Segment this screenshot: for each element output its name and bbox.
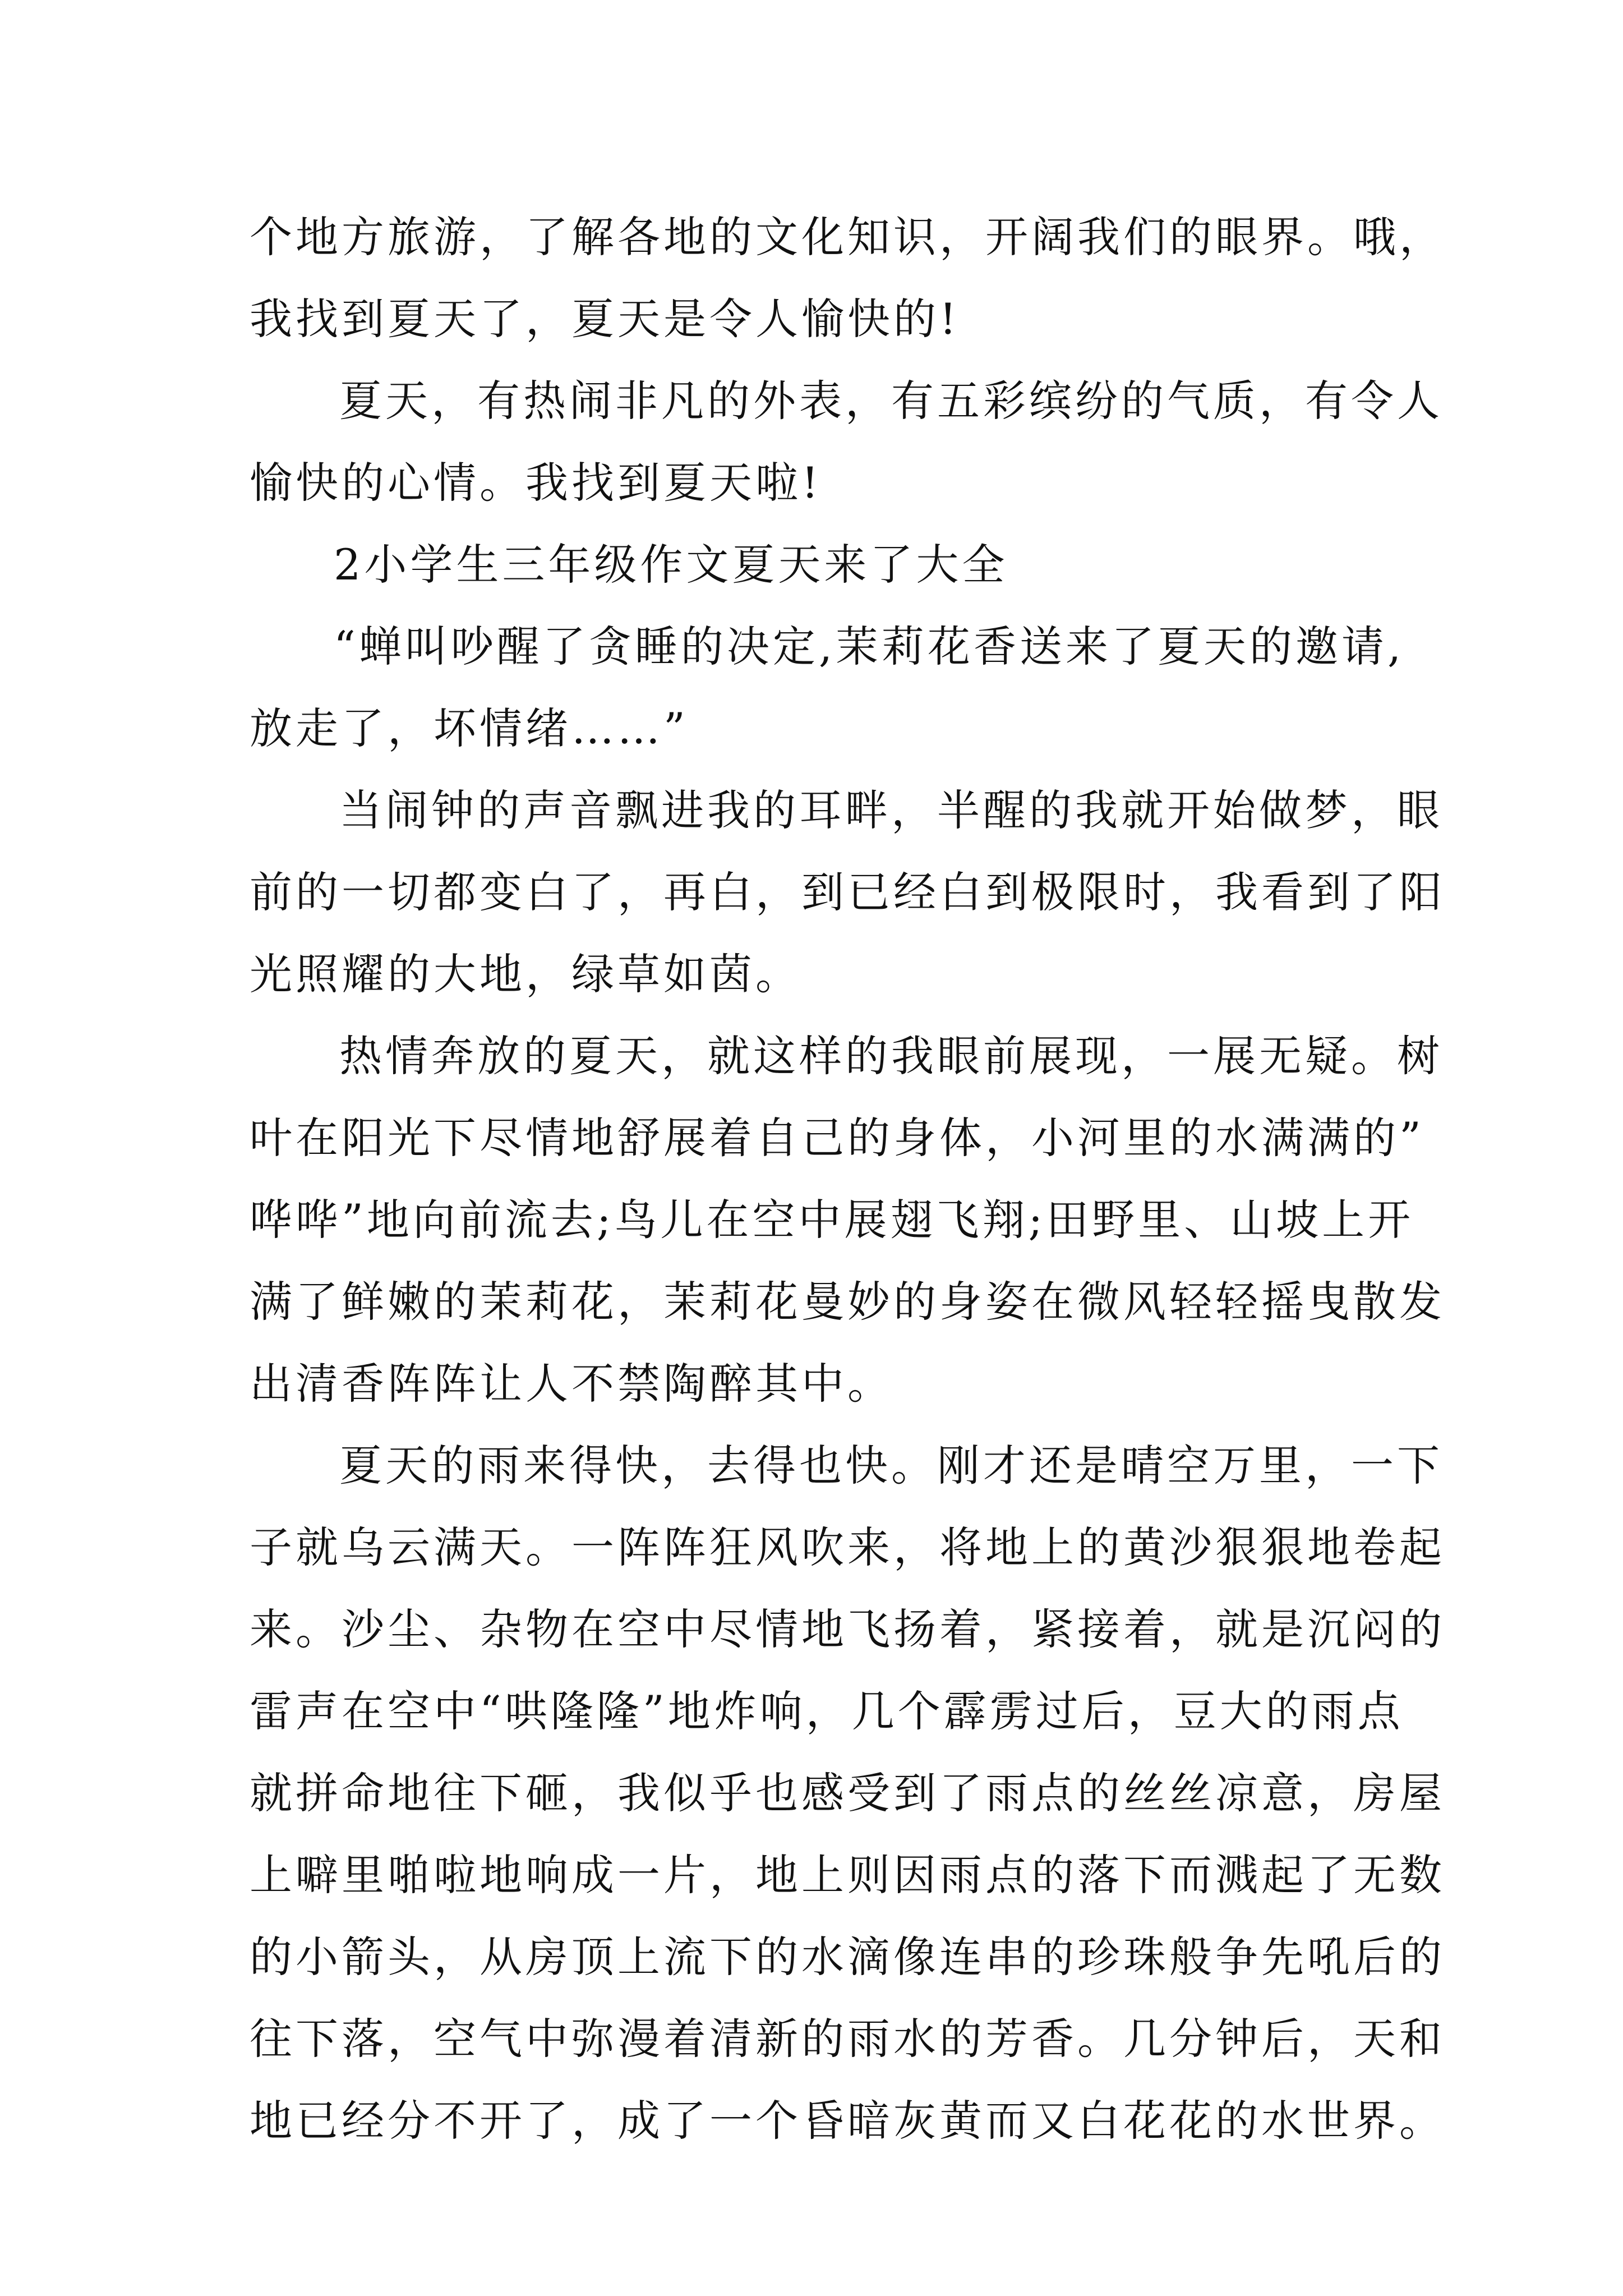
text-line: 夏天的雨来得快，去得也快。刚才还是晴空万里，一下 bbox=[339, 1441, 1443, 1490]
section-heading bbox=[250, 524, 1382, 606]
text-line: 上噼里啪啦地响成一片，地上则因雨点的落下而溅起了无数 bbox=[250, 1850, 1445, 1900]
text-line: 哗哗”地向前流去;鸟儿在空中展翅飞翔;田野里、山坡上开 bbox=[250, 1195, 1414, 1245]
text-line: 地已经分不开了，成了一个昏暗灰黄而又白花花的水世界。 bbox=[250, 2096, 1445, 2146]
text-line: 雷声在空中“哄隆隆”地炸响，几个霹雳过后，豆大的雨点 bbox=[250, 1686, 1404, 1736]
text-line: 我找到夏天了，夏天是令人愉快的! bbox=[250, 294, 960, 344]
paragraph bbox=[250, 1015, 1445, 1425]
text-line: 愉快的心情。我找到夏天啦! bbox=[250, 458, 822, 508]
text-line: 夏天，有热闹非凡的外表，有五彩缤纷的气质，有令人 bbox=[339, 376, 1443, 426]
text-line: 来。沙尘、杂物在空中尽情地飞扬着，紧接着，就是沉闷的 bbox=[250, 1604, 1445, 1654]
paragraph bbox=[250, 196, 1445, 360]
text-line: 叶在阳光下尽情地舒展着自己的身体，小河里的水满满的” bbox=[250, 1113, 1424, 1163]
text-line: 出清香阵阵让人不禁陶醉其中。 bbox=[250, 1359, 893, 1409]
paragraph bbox=[250, 360, 1443, 524]
text-line: 子就乌云满天。一阵阵狂风吹来，将地上的黄沙狠狠地卷起 bbox=[250, 1522, 1445, 1572]
text-line: 放走了，坏情绪……” bbox=[250, 703, 689, 753]
text-line: 的小箭头，从房顶上流下的水滴像连串的珍珠般争先吼后的 bbox=[250, 1932, 1445, 1982]
text-line: 就拼命地往下砸，我似乎也感受到了雨点的丝丝凉意，房屋 bbox=[250, 1768, 1445, 1818]
text-line: 往下落，空气中弥漫着清新的雨水的芳香。几分钟后，天和 bbox=[250, 2014, 1445, 2064]
text-line: 满了鲜嫩的茉莉花，茉莉花曼妙的身姿在微风轻轻摇曳散发 bbox=[250, 1277, 1445, 1327]
text-line: 热情奔放的夏天，就这样的我眼前展现，一展无疑。树 bbox=[339, 1031, 1443, 1081]
text-line: 光照耀的大地，绿草如茵。 bbox=[250, 949, 801, 999]
paragraph bbox=[250, 1425, 1445, 2162]
heading-text: 2小学生三年级作文夏天来了大全 bbox=[334, 540, 1008, 590]
text-line: 前的一切都变白了，再白，到已经白到极限时，我看到了阳 bbox=[250, 867, 1445, 917]
text-line: 当闹钟的声音飘进我的耳畔，半醒的我就开始做梦，眼 bbox=[339, 785, 1443, 835]
text-line: “蝉叫吵醒了贪睡的决定,茉莉花香送来了夏天的邀请, bbox=[334, 622, 1405, 671]
document-body bbox=[250, 196, 1445, 2162]
text-line: 个地方旅游，了解各地的文化知识，开阔我们的眼界。哦， bbox=[250, 212, 1445, 262]
paragraph bbox=[250, 606, 1405, 770]
paragraph bbox=[250, 770, 1445, 1015]
